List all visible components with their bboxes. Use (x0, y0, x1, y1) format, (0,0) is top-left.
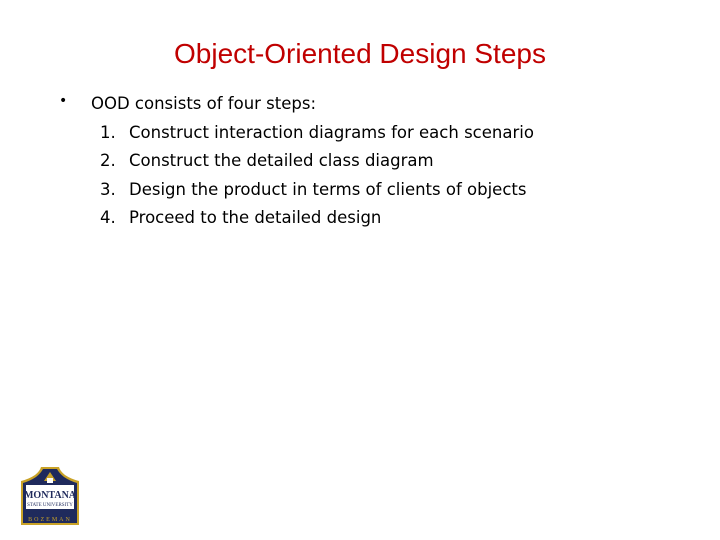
steps-list (91, 119, 534, 233)
intro-text: OOD consists of four steps: (91, 94, 317, 113)
montana-state-university-logo (18, 465, 82, 525)
logo-line2: STATE UNIVERSITY (27, 503, 73, 508)
list-item (91, 176, 534, 205)
list-item (91, 204, 534, 233)
list-item (91, 119, 534, 148)
step-number: 2. (100, 151, 116, 170)
slide-title: Object-Oriented Design Steps (174, 38, 546, 69)
logo-line1: MONTANA (23, 490, 77, 501)
step-text: Construct the detailed class diagram (129, 151, 434, 170)
bullet-marker: • (59, 93, 68, 109)
slide-body (91, 90, 534, 233)
step-text: Design the product in terms of clients of objects (129, 179, 527, 199)
step-text: Construct interaction diagrams for each scenario (129, 122, 534, 142)
list-item (91, 147, 534, 176)
step-number: 4. (100, 208, 116, 227)
logo-line3: BOZEMAN (28, 517, 72, 523)
step-number: 3. (100, 179, 116, 199)
step-number: 1. (100, 122, 116, 142)
step-text: Proceed to the detailed design (129, 208, 382, 227)
